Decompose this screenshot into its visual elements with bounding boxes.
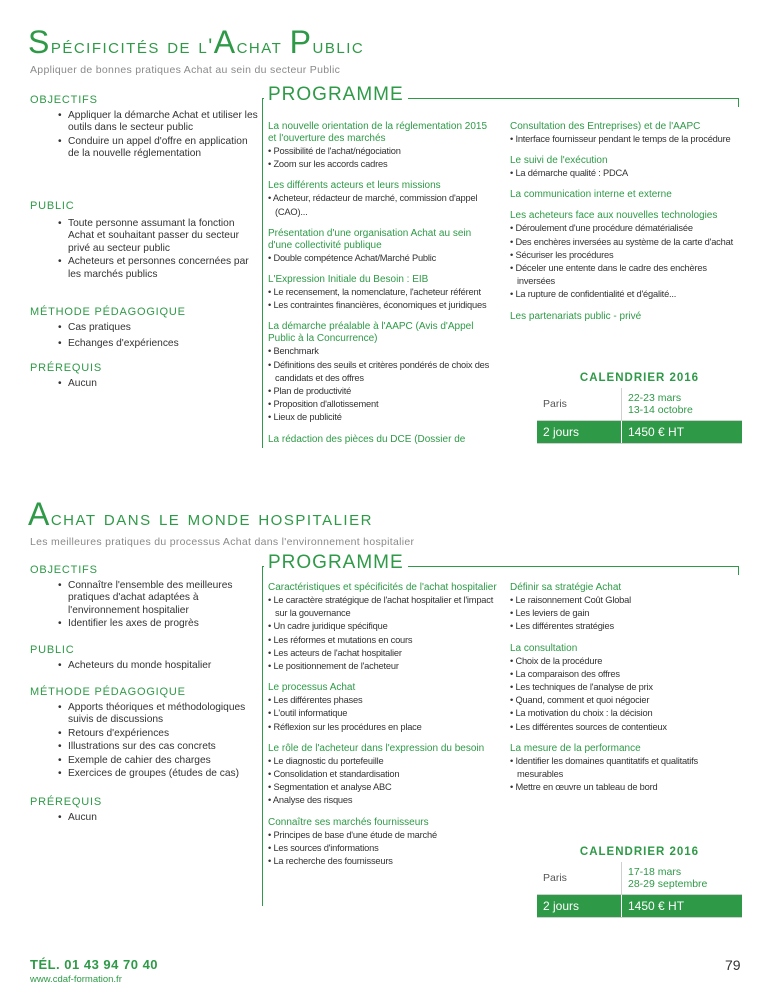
s1-programme-col1 — [268, 121, 498, 446]
programme-heading: Les acheteurs face aux nouvelles technologies — [510, 210, 718, 222]
s1-calendar-date2: 13-14 octobre — [628, 404, 693, 416]
bullet-item: • Appliquer la démarche Achat et utiliser les outils dans le secteur public — [58, 110, 258, 135]
programme-item: • Principes de base d'une étude de marché — [268, 829, 437, 840]
programme-item: • Définitions des seuils et critères pondérés de choix des candidats et des offres — [268, 359, 490, 383]
s1-calendar-date1: 22-23 mars — [628, 392, 682, 404]
programme-heading: Les différents acteurs et leurs missions — [268, 180, 441, 192]
s2-prerequis-list — [58, 812, 258, 825]
section2-subtitle: Les meilleures pratiques du processus Achat dans l'environnement hospitalier — [30, 536, 415, 548]
programme-heading: La mesure de la performance — [510, 742, 641, 754]
footer-phone: TÉL. 01 43 94 70 40 — [30, 957, 159, 972]
programme-item: • Lieux de publicité — [268, 412, 342, 423]
s1-objectifs-label: OBJECTIFS — [30, 94, 98, 106]
programme-item: • Déroulement d'une procédure dématérialisée — [510, 223, 693, 234]
s2-public-list — [58, 660, 258, 673]
programme-item: • Le raisonnement Coût Global — [510, 595, 631, 605]
bullet-item: • Retours d'expériences — [58, 728, 258, 740]
bullet-item: • Aucun — [58, 812, 258, 824]
programme-heading: Le rôle de l'acheteur dans l'expression du besoin — [268, 742, 485, 754]
s2-calendar-duration: 2 jours — [537, 895, 622, 918]
s1-objectifs-list — [58, 110, 258, 162]
bullet-item: • Exercices de groupes (études de cas) — [58, 768, 258, 780]
bullet-item: • Acheteurs du monde hospitalier — [58, 660, 258, 672]
s2-methode-label: MÉTHODE PÉDAGOGIQUE — [30, 686, 186, 698]
programme-item: • Les différentes stratégies — [510, 621, 614, 632]
s2-objectifs-label: OBJECTIFS — [30, 564, 98, 576]
programme-heading: Le suivi de l'exécution — [510, 155, 608, 167]
programme-item: • Les réformes et mutations en cours — [268, 634, 413, 645]
programme-heading: La démarche préalable à l'AAPC (Avis d'Appel Public à la Concurrence) — [268, 321, 474, 345]
s1-methode-label: MÉTHODE PÉDAGOGIQUE — [30, 306, 186, 318]
bullet-item: • Connaître l'ensemble des meilleures pratiques d'achat adaptées à l'environnement hospitalier — [58, 580, 258, 617]
programme-item: • La recherche des fournisseurs — [268, 856, 393, 867]
programme-heading: Les partenariats public - privé — [510, 310, 642, 322]
programme-item: • Les sources d'informations — [268, 842, 379, 853]
footer-website-link[interactable]: www.cdaf-formation.fr — [30, 974, 122, 985]
programme-item: • La motivation du choix : la décision — [510, 708, 653, 719]
programme-heading: Définir sa stratégie Achat — [510, 582, 622, 593]
programme-item: • Les différentes sources de contentieux — [510, 721, 667, 732]
programme-heading: Connaître ses marchés fournisseurs — [268, 816, 429, 828]
bullet-item: • Exemple de cahier des charges — [58, 755, 258, 767]
programme-item: • Des enchères inversées au système de la carte d'achat — [510, 236, 733, 247]
programme-item: • Segmentation et analyse ABC — [268, 782, 392, 793]
s2-methode-list — [58, 702, 258, 781]
programme-item: • Quand, comment et quoi négocier — [510, 695, 650, 706]
programme-heading: Présentation d'une organisation Achat au sein d'une collectivité publique — [268, 227, 472, 251]
programme-item: • Identifier les domaines quantitatifs et qualitatifs mesurables — [510, 755, 698, 780]
programme-item: • Les techniques de l'analyse de prix — [510, 682, 653, 693]
bullet-item: • Echanges d'expériences — [58, 338, 258, 350]
s1-calendar-title: CALENDRIER 2016 — [537, 368, 742, 388]
programme-item: • Les leviers de gain — [510, 608, 590, 619]
page-number: 79 — [725, 957, 741, 973]
s2-calendar-city: Paris — [537, 862, 622, 895]
programme-heading: La communication interne et externe — [510, 189, 672, 201]
bullet-item: • Aucun — [58, 378, 258, 390]
s2-objectifs-list — [58, 580, 258, 632]
bullet-item: • Identifier les axes de progrès — [58, 618, 258, 630]
programme-item: • Consolidation et standardisation — [268, 769, 400, 780]
s1-calendar-duration: 2 jours — [537, 421, 622, 444]
s1-calendar-city: Paris — [537, 388, 622, 421]
programme-item: • Le recensement, la nomenclature, l'acheteur référent — [268, 287, 481, 298]
section1-subtitle: Appliquer de bonnes pratiques Achat au sein du secteur Public — [30, 64, 341, 76]
programme-item: • Possibilité de l'achat/négociation — [268, 146, 401, 156]
programme-item: • Le caractère stratégique de l'achat hospitalier et l'impact sur la gouvernance — [268, 595, 494, 619]
bullet-item: • Apports théoriques et méthodologiques suivis de discussions — [58, 702, 258, 727]
programme-item: • Un cadre juridique spécifique — [268, 621, 388, 632]
s2-calendar — [537, 842, 742, 918]
programme-item: • Réflexion sur les procédures en place — [268, 721, 422, 732]
programme-item: • Benchmark — [268, 346, 319, 357]
programme-item: • Les différentes phases — [268, 695, 363, 706]
bullet-item: • Toute personne assumant la fonction Achat et souhaitant passer du secteur privé au secteur public — [58, 218, 258, 255]
s1-calendar-price: 1450 € HT — [622, 421, 743, 444]
programme-item: • Analyse des risques — [268, 795, 353, 806]
bullet-item: • Conduire un appel d'offre en application de la nouvelle réglementation — [58, 136, 258, 161]
programme-heading: Le processus Achat — [268, 682, 356, 694]
programme-item: • Déceler une entente dans le cadre des enchères inversées — [510, 263, 707, 287]
programme-item: • L'outil informatique — [268, 708, 348, 719]
section1-title: Spécificités de l'Achat Public — [28, 24, 365, 60]
programme-item: • Le diagnostic du portefeuille — [268, 755, 384, 766]
programme-item: • La comparaison des offres — [510, 668, 620, 679]
section2-title: Achat dans le monde hospitalier — [28, 496, 373, 532]
programme-item: • Plan de productivité — [268, 386, 352, 397]
s2-calendar-price: 1450 € HT — [622, 895, 743, 918]
programme-item: • Double compétence Achat/Marché Public — [268, 252, 437, 263]
s2-calendar-date2: 28-29 septembre — [628, 878, 708, 890]
s2-prerequis-label: PRÉREQUIS — [30, 796, 102, 808]
s2-calendar-title: CALENDRIER 2016 — [537, 842, 742, 862]
programme-item: • Sécuriser les procédures — [510, 249, 614, 260]
programme-item: • Interface fournisseur pendant le temps de la procédure — [510, 134, 731, 144]
s2-programme-col1 — [268, 582, 498, 868]
programme-item: • La rupture de confidentialité et d'égalité... — [510, 289, 677, 300]
s1-prerequis-label: PRÉREQUIS — [30, 362, 102, 374]
s1-calendar — [537, 368, 742, 444]
s1-methode-list — [58, 322, 258, 355]
programme-item: • Acheteur, rédacteur de marché, commission d'appel (CAO)... — [268, 193, 478, 217]
s1-programme-title: PROGRAMME — [264, 84, 408, 106]
s1-programme-col2 — [510, 121, 740, 323]
programme-item: • Zoom sur les accords cadres — [268, 159, 388, 170]
s2-public-label: PUBLIC — [30, 644, 75, 656]
s1-programme-frame-left — [262, 98, 263, 448]
bullet-item: • Illustrations sur des cas concrets — [58, 741, 258, 753]
programme-item: • Les contraintes financières, économiques et juridiques — [268, 300, 487, 311]
bullet-item: • Cas pratiques — [58, 322, 258, 334]
s1-public-list — [58, 218, 258, 282]
s1-prerequis-list — [58, 378, 258, 391]
programme-item: • Choix de la procédure — [510, 655, 603, 666]
bullet-item: • Acheteurs et personnes concernées par les marchés publics — [58, 256, 258, 281]
programme-item: • Proposition d'allotissement — [268, 399, 379, 410]
programme-heading: La rédaction des pièces du DCE (Dossier de — [268, 433, 466, 445]
s2-programme-col2 — [510, 582, 740, 794]
programme-item: • La démarche qualité : PDCA — [510, 168, 629, 179]
s2-calendar-date1: 17-18 mars — [628, 866, 682, 878]
programme-heading: L'Expression Initiale du Besoin : EIB — [268, 274, 429, 286]
s2-programme-title: PROGRAMME — [264, 552, 408, 574]
programme-heading: Consultation des Entreprises) et de l'AAPC — [510, 121, 701, 132]
programme-heading: La nouvelle orientation de la réglementation 2015 et l'ouverture des marchés — [268, 121, 488, 144]
programme-item: • Mettre en œuvre un tableau de bord — [510, 782, 658, 793]
programme-heading: Caractéristiques et spécificités de l'achat hospitalier — [268, 582, 497, 593]
programme-item: • Le positionnement de l'acheteur — [268, 661, 399, 672]
programme-heading: La consultation — [510, 642, 578, 654]
s2-programme-frame-left — [262, 566, 263, 906]
s1-public-label: PUBLIC — [30, 200, 75, 212]
programme-item: • Les acteurs de l'achat hospitalier — [268, 647, 402, 658]
